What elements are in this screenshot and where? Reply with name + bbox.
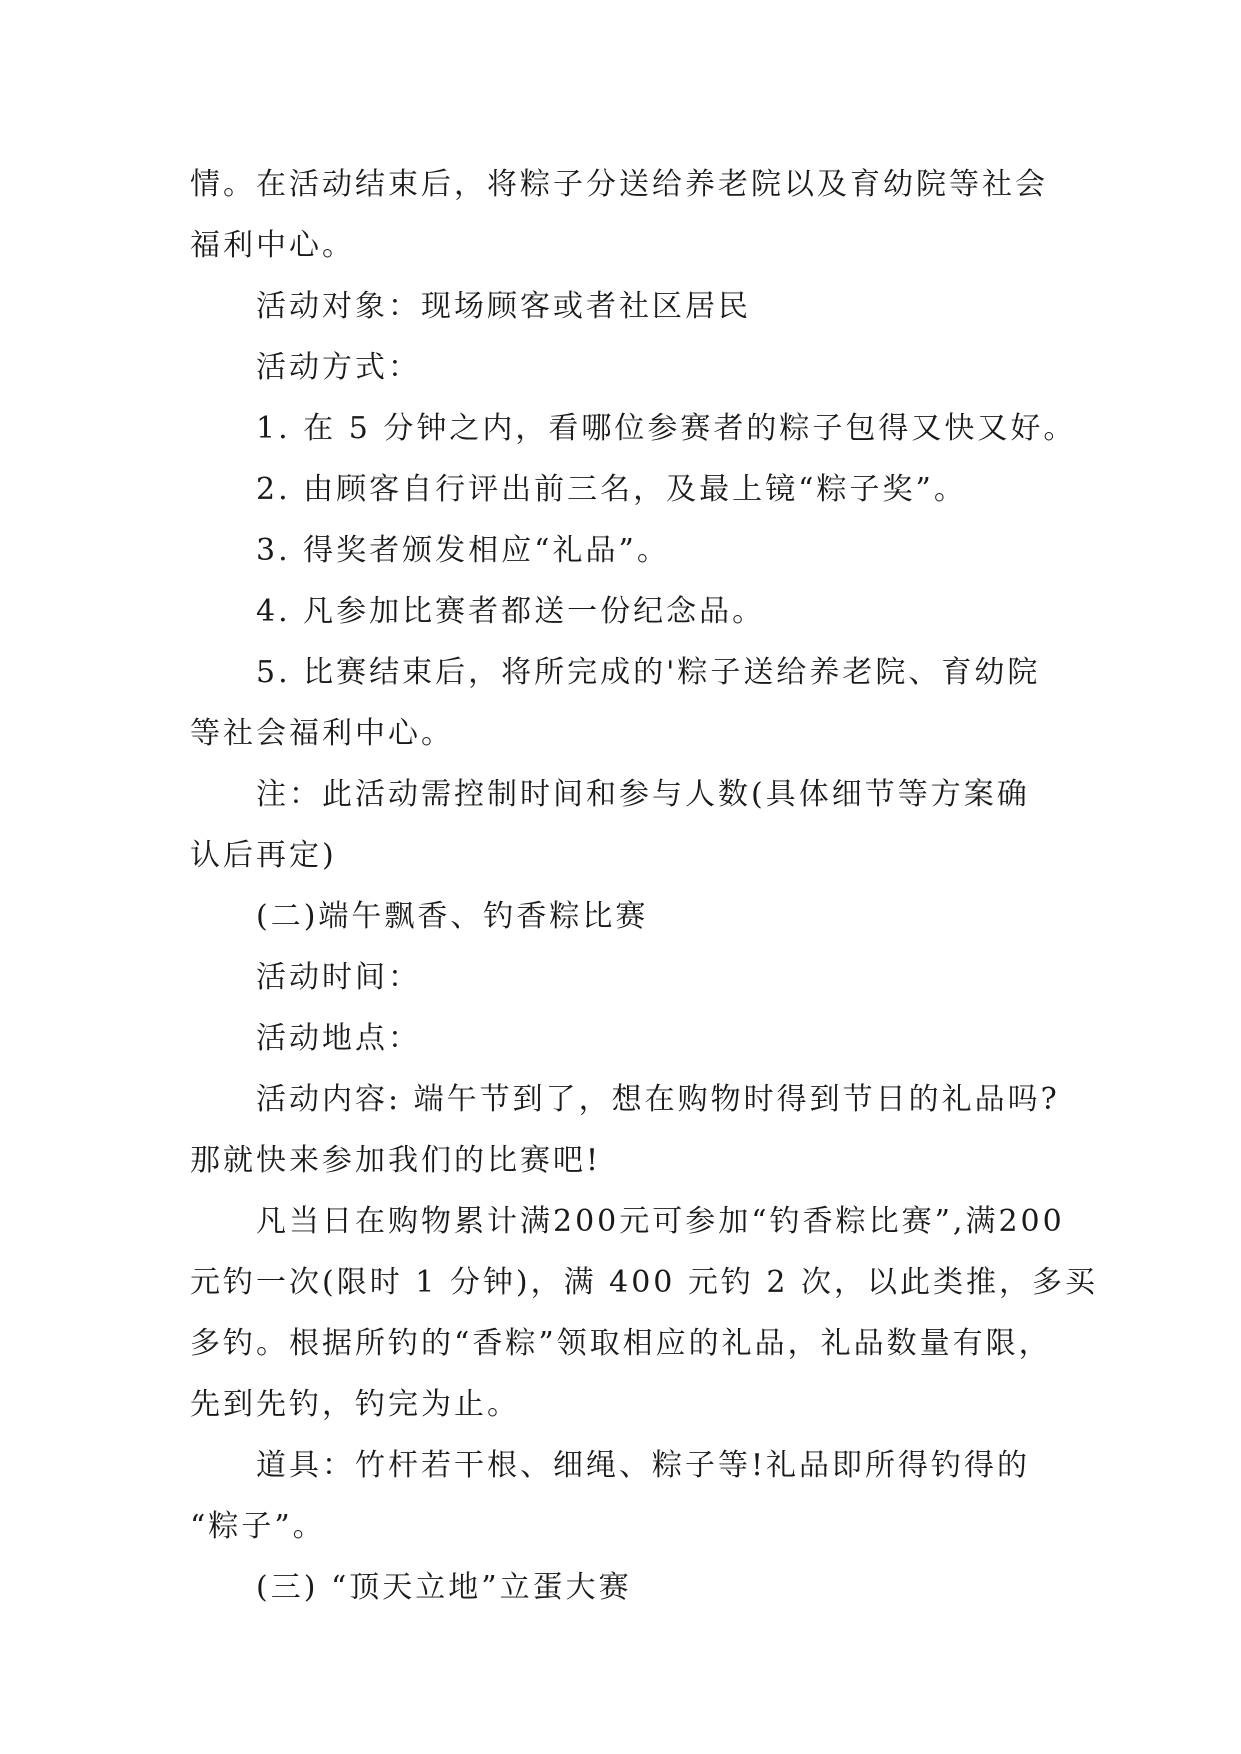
text-line: 那就快来参加我们的比赛吧! (190, 1143, 602, 1178)
list-item: 1. 在 5 分钟之内，看哪位参赛者的粽子包得又快又好。 (256, 411, 1077, 446)
text-line: 道具：竹杆若干根、细绳、粽子等!礼品即所得钓得的 (256, 1448, 1031, 1483)
text-line: 活动方式： (256, 350, 421, 385)
text-line: “粽子”。 (190, 1509, 326, 1544)
section-heading: (三) “顶天立地”立蛋大赛 (256, 1570, 632, 1605)
text-line: 活动地点： (256, 1021, 421, 1056)
text-line: 活动时间： (256, 960, 421, 995)
section-heading: (二)端午飘香、钓香粽比赛 (256, 899, 649, 934)
text-line: 凡当日在购物累计满200元可参加“钓香粽比赛”,满200 (256, 1204, 1065, 1239)
text-line: 活动对象：现场顾客或者社区居民 (256, 289, 751, 324)
text-line: 先到先钓，钓完为止。 (190, 1387, 520, 1422)
text-line: 活动内容: 端午节到了，想在购物时得到节日的礼品吗? (256, 1082, 1060, 1117)
list-item: 3. 得奖者颁发相应“礼品”。 (256, 533, 670, 568)
list-item: 2. 由顾客自行评出前三名，及最上镜“粽子奖”。 (256, 472, 967, 507)
list-item: 4. 凡参加比赛者都送一份纪念品。 (256, 594, 766, 629)
list-item: 5. 比赛结束后，将所完成的'粽子送给养老院、育幼院 (256, 655, 1041, 690)
text-line: 福利中心。 (190, 228, 355, 263)
text-line: 多钓。根据所钓的“香粽”领取相应的礼品，礼品数量有限， (190, 1326, 1052, 1361)
note-line: 认后再定) (190, 838, 337, 873)
text-line: 情。在活动结束后，将粽子分送给养老院以及育幼院等社会 (190, 167, 1048, 202)
text-line: 等社会福利中心。 (190, 716, 454, 751)
note-line: 注：此活动需控制时间和参与人数(具体细节等方案确 (256, 777, 1030, 812)
text-line: 元钓一次(限时 1 分钟)，满 400 元钓 2 次，以此类推，多买 (190, 1265, 1099, 1300)
document-body (190, 154, 1099, 1618)
